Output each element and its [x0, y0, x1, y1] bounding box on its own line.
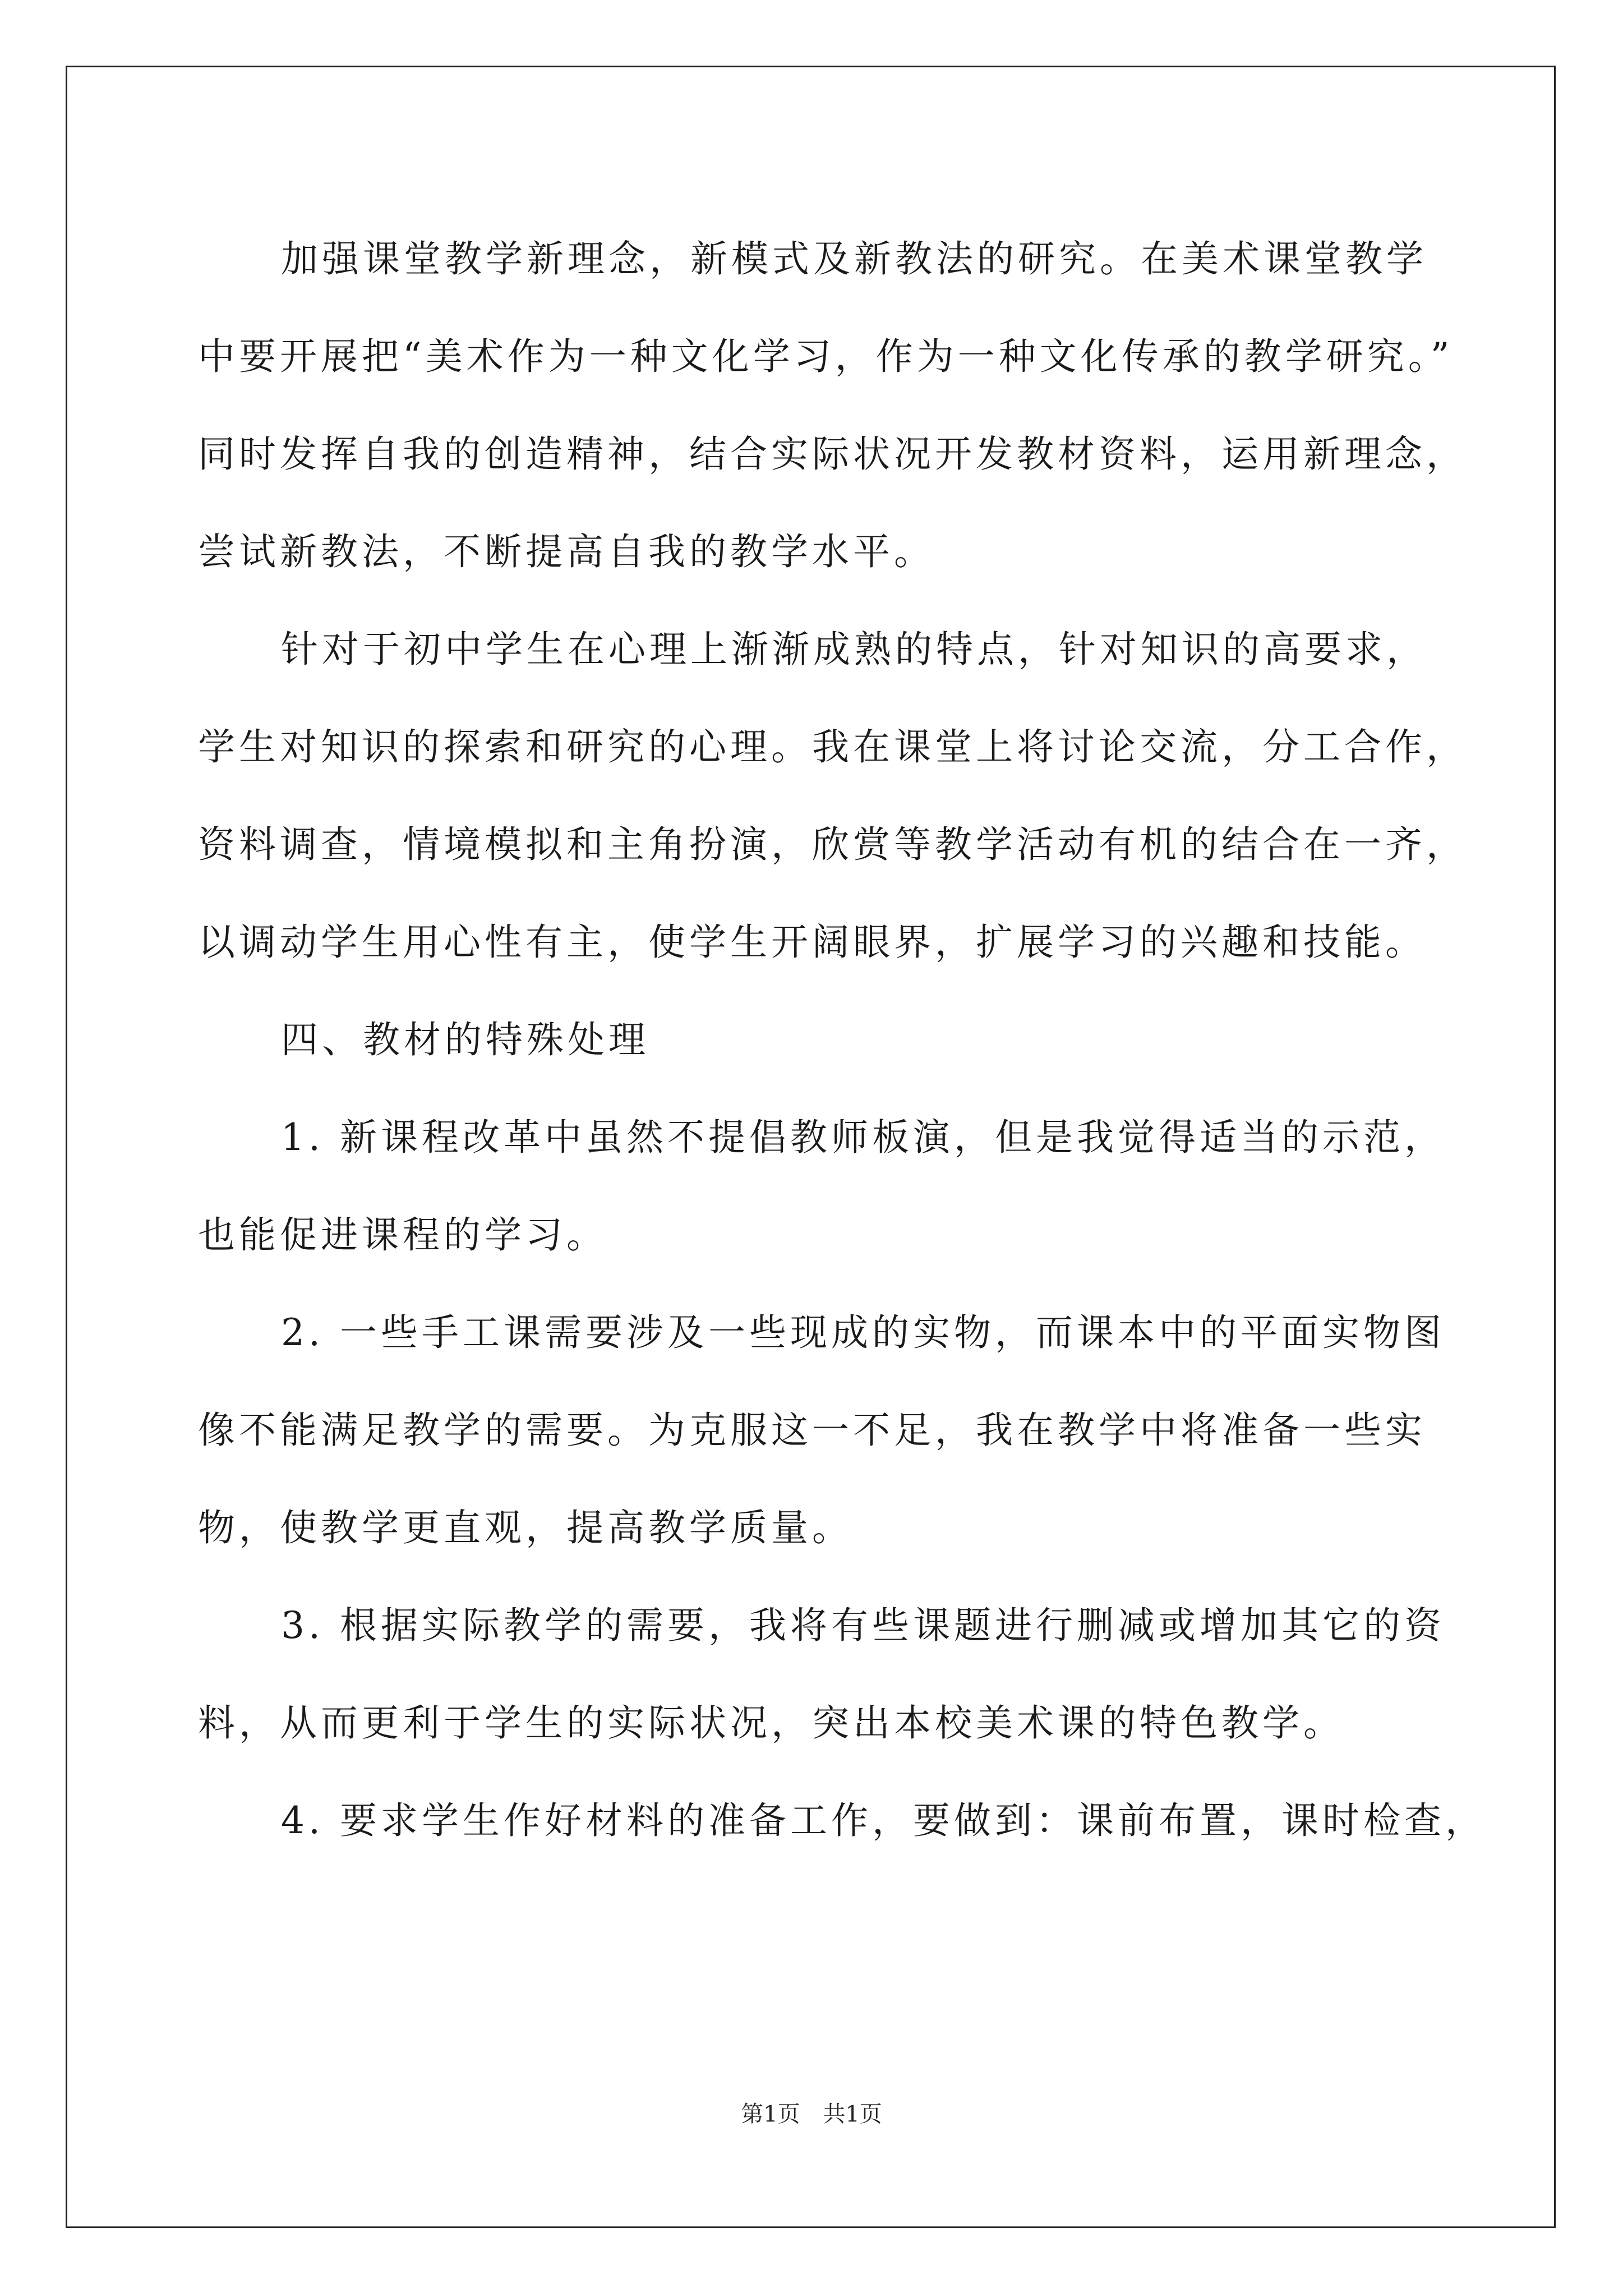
- paragraph-line: 以调动学生用心性有主，使学生开阔眼界，扩展学习的兴趣和技能。: [198, 921, 1426, 964]
- paragraph-line: 学生对知识的探索和研究的心理。我在课堂上将讨论交流，分工合作，: [198, 725, 1467, 769]
- paragraph-line: 料，从而更利于学生的实际状况，突出本校美术课的特色教学。: [198, 1701, 1344, 1745]
- page-total: 共1页: [823, 2101, 882, 2127]
- paragraph-line: 资料调查，情境模拟和主角扮演，欣赏等教学活动有机的结合在一齐，: [198, 823, 1467, 866]
- paragraph-line: 加强课堂教学新理念，新模式及新教法的研究。在美术课堂教学: [281, 237, 1427, 280]
- page-number: 第1页: [741, 2101, 800, 2127]
- paragraph-line: 像不能满足教学的需要。为克服这一不足，我在教学中将准备一些实: [198, 1409, 1426, 1452]
- paragraph-line: 尝试新教法，不断提高自我的教学水平。: [198, 530, 935, 573]
- page-footer: [0, 2096, 1623, 2128]
- paragraph-line: 也能促进课程的学习。: [198, 1213, 607, 1257]
- paragraph-line: 同时发挥自我的创造精神，结合实际状况开发教材资料，运用新理念，: [198, 432, 1467, 476]
- paragraph-line: 4. 要求学生作好材料的准备工作，要做到：课前布置，课时检查，: [281, 1799, 1486, 1842]
- paragraph-line: 1. 新课程改革中虽然不提倡教师板演，但是我觉得适当的示范，: [281, 1116, 1445, 1159]
- paragraph-line: 2. 一些手工课需要涉及一些现成的实物，而课本中的平面实物图: [281, 1311, 1445, 1354]
- paragraph-line: 中要开展把“美术作为一种文化学习，作为一种文化传承的教学研究。”: [198, 335, 1454, 378]
- paragraph-line: 物，使教学更直观，提高教学质量。: [198, 1506, 853, 1549]
- paragraph-line: 针对于初中学生在心理上渐渐成熟的特点，针对知识的高要求，: [281, 628, 1427, 671]
- document-body: [198, 210, 1486, 1870]
- paragraph-line: 3. 根据实际教学的需要，我将有些课题进行删减或增加其它的资: [281, 1604, 1445, 1647]
- section-heading: 四、教材的特殊处理: [281, 1018, 649, 1061]
